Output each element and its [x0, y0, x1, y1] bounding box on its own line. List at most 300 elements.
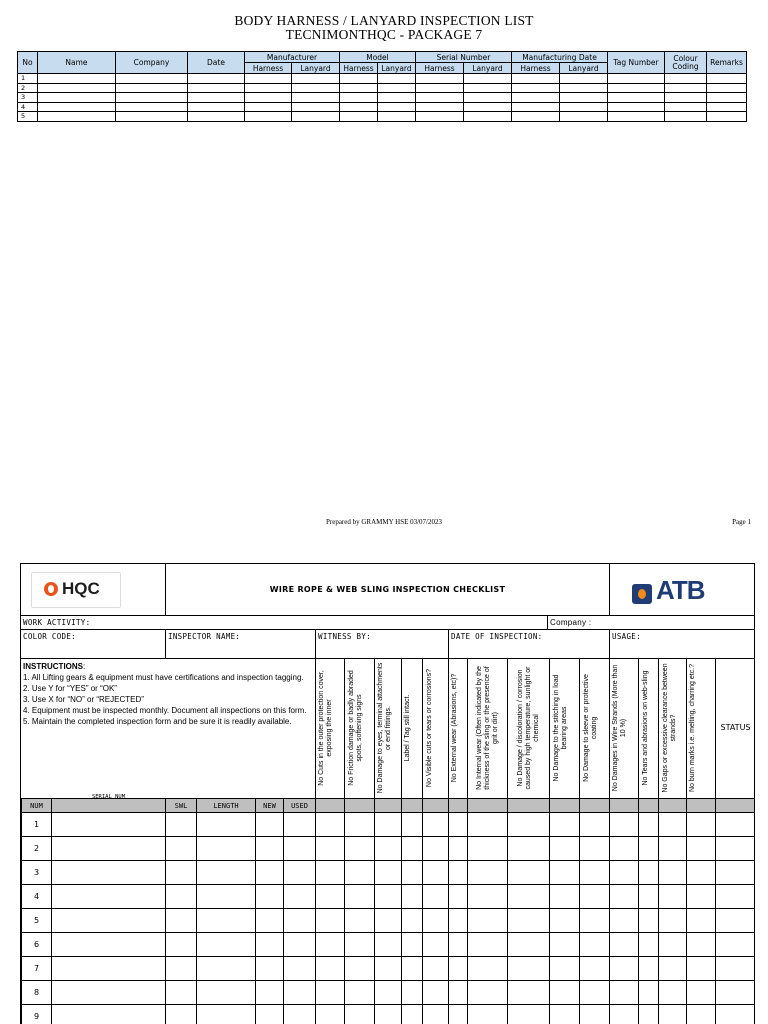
sling-cell [716, 885, 755, 909]
sling-cell [166, 909, 197, 933]
sling-cell [375, 933, 402, 957]
sling-cell [449, 885, 468, 909]
sling-cell [345, 813, 375, 837]
col-model: Model [340, 52, 416, 63]
sling-cell [423, 861, 449, 885]
harness-cell [560, 112, 608, 122]
sling-cell [639, 885, 659, 909]
harness-cell [416, 102, 464, 112]
check-column [658, 658, 686, 798]
harness-cell [116, 74, 188, 84]
check-criterion: No burn marks i.e. melting, charring etc.? [689, 664, 696, 792]
row-number: 4 [18, 102, 38, 112]
harness-cell [378, 83, 416, 93]
harness-cell [464, 102, 512, 112]
sling-row [22, 1005, 755, 1024]
harness-cell [512, 93, 560, 103]
sling-cell [468, 981, 508, 1005]
harness-cell [116, 93, 188, 103]
harness-cell [707, 93, 747, 103]
wire-rope-checklist [20, 563, 755, 1024]
harness-cell [188, 112, 245, 122]
harness-cell [378, 74, 416, 84]
header-cell [659, 799, 687, 813]
check-column [448, 658, 467, 798]
sling-cell [449, 933, 468, 957]
sling-cell [449, 1005, 468, 1024]
sling-cell [52, 909, 166, 933]
sling-row [22, 885, 755, 909]
harness-cell [560, 93, 608, 103]
check-criterion: No Damage / discoloration / corrosion caused by high temperature, sunlight or chemical [516, 666, 540, 790]
harness-cell [378, 112, 416, 122]
col-serial-number: Serial Number [416, 52, 512, 63]
harness-cell [245, 93, 292, 103]
checklist-header [21, 564, 754, 616]
sling-cell [402, 909, 423, 933]
harness-cell [416, 112, 464, 122]
sling-cell [166, 981, 197, 1005]
check-criterion: No Damage to the stitching in load bearing areas [552, 674, 568, 782]
sling-cell [639, 861, 659, 885]
sling-cell [402, 885, 423, 909]
checklist-title: WIRE ROPE & WEB SLING INSPECTION CHECKLIST [269, 585, 506, 594]
sling-cell [166, 1005, 197, 1024]
harness-cell [608, 83, 665, 93]
sling-cell [316, 909, 345, 933]
header-cell [716, 799, 755, 813]
sling-cell [550, 933, 580, 957]
check-column [401, 658, 422, 798]
hqc-logo [31, 572, 121, 608]
sling-cell [423, 909, 449, 933]
sling-cell [687, 957, 716, 981]
sling-cell [687, 981, 716, 1005]
sling-cell [423, 981, 449, 1005]
sling-cell [256, 837, 284, 861]
hqc-logo-icon [44, 582, 58, 596]
sling-cell [610, 981, 639, 1005]
harness-cell [378, 102, 416, 112]
harness-inspection-table [17, 51, 747, 122]
harness-row [18, 102, 747, 112]
check-criterion: No Visible cuts or tears or corrosions? [425, 668, 433, 788]
harness-cell [608, 93, 665, 103]
sling-cell [316, 957, 345, 981]
col-mfg-lanyard: Lanyard [560, 63, 608, 74]
sling-cell [197, 1005, 256, 1024]
harness-cell [292, 83, 340, 93]
sling-cell [197, 813, 256, 837]
harness-cell [116, 102, 188, 112]
sling-cell [716, 1005, 755, 1024]
check-column [686, 658, 715, 798]
sling-cell [284, 1005, 316, 1024]
sling-cell [284, 861, 316, 885]
harness-cell [378, 93, 416, 103]
sling-cell [284, 981, 316, 1005]
sling-cell [256, 813, 284, 837]
sling-cell [468, 933, 508, 957]
harness-cell [512, 74, 560, 84]
sling-cell [52, 813, 166, 837]
sling-cell [639, 813, 659, 837]
atb-logo-icon [632, 584, 652, 604]
sling-cell [197, 885, 256, 909]
sling-cell [316, 1005, 345, 1024]
header-cell [508, 799, 550, 813]
check-column [344, 658, 374, 798]
hqc-logo-cell [21, 564, 166, 615]
sling-cell [610, 837, 639, 861]
col-manufacturer: Manufacturer [245, 52, 340, 63]
sling-inspection-table [21, 794, 755, 1024]
harness-cell [340, 74, 378, 84]
sling-cell [197, 909, 256, 933]
sling-cell [610, 1005, 639, 1024]
check-column [315, 658, 344, 798]
sling-cell [375, 861, 402, 885]
sling-cell [345, 1005, 375, 1024]
harness-cell [38, 93, 116, 103]
harness-cell [245, 83, 292, 93]
sling-cell [375, 813, 402, 837]
sling-cell [256, 981, 284, 1005]
header-cell [687, 799, 716, 813]
row-number: 5 [22, 909, 52, 933]
sling-cell [687, 885, 716, 909]
sling-cell [659, 885, 687, 909]
harness-cell [665, 112, 707, 122]
sling-cell [423, 957, 449, 981]
sling-cell [345, 957, 375, 981]
row-number: 9 [22, 1005, 52, 1024]
row-number: 2 [22, 837, 52, 861]
sling-cell [197, 957, 256, 981]
check-criterion: No Internal wear (Often indicated by the thickness of the sling or the presence of grit or dirt) [475, 666, 499, 790]
sling-cell [166, 933, 197, 957]
sling-cell [639, 981, 659, 1005]
col-tag-number: Tag Number [608, 52, 665, 74]
sling-cell [659, 861, 687, 885]
check-column [507, 658, 549, 798]
check-column [579, 658, 609, 798]
harness-table-body [18, 74, 747, 122]
sling-cell [716, 837, 755, 861]
sling-cell [659, 837, 687, 861]
check-criterion: No Friction damage or badly abraded spots, softening signs [347, 670, 363, 786]
harness-cell [665, 74, 707, 84]
sling-cell [550, 837, 580, 861]
sling-cell [639, 957, 659, 981]
sling-cell [639, 933, 659, 957]
status-header: STATUS [715, 658, 755, 798]
harness-cell [560, 102, 608, 112]
sling-cell [316, 837, 345, 861]
harness-cell [560, 74, 608, 84]
sling-cell [580, 981, 610, 1005]
sheet1-subtitle: TECNIMONTHQC - PACKAGE 7 [285, 27, 483, 42]
sling-cell [659, 1005, 687, 1024]
col-date: Date [188, 52, 245, 74]
row-number: 4 [22, 885, 52, 909]
check-criterion: No Tears and abrasions on web-sling [641, 670, 649, 786]
work-activity-label: WORK ACTIVITY: [23, 618, 91, 627]
header-cell [316, 799, 345, 813]
sling-cell [659, 813, 687, 837]
header-cell [580, 799, 610, 813]
sling-cell [402, 981, 423, 1005]
harness-cell [464, 93, 512, 103]
sling-cell [687, 909, 716, 933]
sling-cell [550, 957, 580, 981]
sling-cell [468, 861, 508, 885]
row-number: 2 [18, 83, 38, 93]
col-colour-coding: Colour Coding [665, 52, 707, 74]
harness-cell [245, 102, 292, 112]
col-new: NEW [256, 799, 284, 813]
harness-cell [416, 93, 464, 103]
sling-cell [610, 885, 639, 909]
sling-cell [610, 861, 639, 885]
harness-cell [340, 102, 378, 112]
sling-cell [639, 909, 659, 933]
check-column [467, 658, 507, 798]
harness-cell [188, 83, 245, 93]
check-criterion: No Damage to eyes, terminal attachments or end fittings. [377, 662, 392, 794]
witness-by-label: WITNESS BY: [315, 630, 448, 658]
harness-cell [38, 74, 116, 84]
sling-cell [345, 885, 375, 909]
sling-cell [687, 933, 716, 957]
col-serial-num [52, 794, 166, 813]
sling-cell [449, 837, 468, 861]
col-remarks: Remarks [707, 52, 747, 74]
sling-row [22, 957, 755, 981]
sling-cell [580, 885, 610, 909]
col-manufacturer-lanyard: Lanyard [292, 63, 340, 74]
harness-cell [116, 83, 188, 93]
check-criterion: No External wear (Abrasions, etc)? [451, 673, 458, 783]
sling-cell [687, 837, 716, 861]
sling-cell [316, 885, 345, 909]
sling-cell [402, 933, 423, 957]
check-column [374, 658, 401, 798]
sling-cell [687, 1005, 716, 1024]
col-length: LENGTH [197, 799, 256, 813]
harness-cell [292, 74, 340, 84]
sling-cell [166, 885, 197, 909]
harness-cell [188, 93, 245, 103]
col-no: No [18, 52, 38, 74]
sling-cell [166, 813, 197, 837]
harness-cell [707, 74, 747, 84]
harness-cell [464, 74, 512, 84]
header-cell [610, 799, 639, 813]
sling-cell [659, 909, 687, 933]
atb-logo-text: ATB [656, 575, 705, 605]
check-column [422, 658, 448, 798]
sling-cell [468, 813, 508, 837]
harness-cell [608, 102, 665, 112]
sling-cell [639, 837, 659, 861]
sling-cell [423, 837, 449, 861]
header-cell [639, 799, 659, 813]
harness-cell [608, 112, 665, 122]
company-label: Company : [547, 616, 754, 629]
sling-cell [580, 1005, 610, 1024]
instruction-item: 4. Equipment must be inspected monthly. Document all inspections on this form. [23, 706, 307, 715]
sling-row [22, 909, 755, 933]
sling-cell [716, 813, 755, 837]
sling-cell [449, 981, 468, 1005]
sling-cell [716, 909, 755, 933]
sling-cell [375, 981, 402, 1005]
sling-cell [345, 981, 375, 1005]
check-column [549, 658, 579, 798]
sling-cell [375, 885, 402, 909]
harness-cell [707, 83, 747, 93]
col-num: NUM [22, 799, 52, 813]
sling-cell [508, 885, 550, 909]
sling-cell [316, 813, 345, 837]
sling-row [22, 933, 755, 957]
sling-cell [197, 861, 256, 885]
harness-cell [464, 112, 512, 122]
sling-cell [659, 957, 687, 981]
sling-cell [449, 861, 468, 885]
header-cell [375, 799, 402, 813]
harness-cell [116, 112, 188, 122]
sling-cell [375, 1005, 402, 1024]
harness-row [18, 112, 747, 122]
header-cell [550, 799, 580, 813]
atb-logo-cell [609, 564, 755, 615]
check-column [638, 658, 658, 798]
harness-cell [340, 112, 378, 122]
sling-cell [423, 885, 449, 909]
sling-cell [423, 813, 449, 837]
harness-cell [188, 74, 245, 84]
page-number: Page 1 [732, 518, 751, 526]
row-number: 3 [22, 861, 52, 885]
sling-cell [508, 933, 550, 957]
col-manufacturing-date: Manufacturing Date [512, 52, 608, 63]
sling-cell [52, 861, 166, 885]
sling-cell [166, 837, 197, 861]
col-model-harness: Harness [340, 63, 378, 74]
harness-cell [292, 93, 340, 103]
harness-cell [245, 112, 292, 122]
work-activity-row [21, 616, 754, 630]
sling-cell [550, 1005, 580, 1024]
sling-cell [508, 981, 550, 1005]
sling-cell [197, 981, 256, 1005]
sling-cell [52, 933, 166, 957]
sling-cell [550, 885, 580, 909]
sling-cell [639, 1005, 659, 1024]
col-serial-harness: Harness [416, 63, 464, 74]
sling-cell [284, 933, 316, 957]
sling-cell [449, 957, 468, 981]
harness-cell [416, 83, 464, 93]
sling-cell [550, 813, 580, 837]
sling-table-body [22, 794, 755, 1024]
row-number: 3 [18, 93, 38, 103]
col-company: Company [116, 52, 188, 74]
sling-cell [345, 837, 375, 861]
sling-cell [284, 885, 316, 909]
harness-cell [188, 102, 245, 112]
sling-cell [508, 909, 550, 933]
harness-cell [512, 102, 560, 112]
sling-cell [256, 957, 284, 981]
check-criterion: No Cuts in the outer protection cover, exposing the inner [318, 670, 333, 786]
row-number: 1 [22, 813, 52, 837]
sling-cell [716, 933, 755, 957]
sling-cell [580, 813, 610, 837]
hqc-logo-text: HQC [62, 579, 100, 598]
harness-cell [665, 93, 707, 103]
sling-cell [580, 909, 610, 933]
sling-cell [402, 957, 423, 981]
sling-cell [468, 957, 508, 981]
row-number: 7 [22, 957, 52, 981]
inspector-name-label: INSPECTOR NAME: [165, 630, 315, 658]
sling-cell [716, 861, 755, 885]
sling-cell [284, 813, 316, 837]
sling-cell [52, 981, 166, 1005]
col-swl: SWL [166, 799, 197, 813]
instructions-list [23, 672, 312, 727]
sling-cell [508, 813, 550, 837]
harness-cell [665, 102, 707, 112]
sling-cell [449, 909, 468, 933]
header-cell [345, 799, 375, 813]
sling-cell [52, 837, 166, 861]
sling-cell [687, 813, 716, 837]
sling-cell [508, 957, 550, 981]
instructions-block: INSTRUCTIONS: 1. All Lifting gears & equipment must have certifications and inspection tagging. 2. Use Y for “YES” or “OK” 3. Use X for “NO” or “REJECTED” 4. Equipment must be inspected monthly. Document all inspections on this form. 5. Maintain the completed inspection form and be sure it is readily available. [21, 658, 314, 798]
inspection-meta-row [21, 630, 754, 659]
sling-cell [402, 813, 423, 837]
sling-cell [316, 933, 345, 957]
sling-cell [687, 861, 716, 885]
col-serial-num-label: SERIAL NUM [91, 794, 126, 800]
sling-cell [580, 957, 610, 981]
sling-cell [256, 933, 284, 957]
header-cell [402, 799, 423, 813]
harness-cell [245, 74, 292, 84]
row-number: 1 [18, 74, 38, 84]
color-code-label: COLOR CODE: [23, 632, 76, 641]
sling-cell [316, 981, 345, 1005]
sling-cell [375, 909, 402, 933]
sling-cell [508, 1005, 550, 1024]
sling-cell [284, 957, 316, 981]
harness-cell [416, 74, 464, 84]
date-of-inspection-label: DATE OF INSPECTION: [448, 630, 609, 658]
sling-cell [345, 909, 375, 933]
sling-cell [166, 861, 197, 885]
check-criterion: Label / Tag still intact. [404, 694, 411, 762]
sling-cell [423, 1005, 449, 1024]
col-name: Name [38, 52, 116, 74]
harness-cell [608, 74, 665, 84]
sling-cell [550, 981, 580, 1005]
sling-cell [550, 861, 580, 885]
sling-cell [550, 909, 580, 933]
